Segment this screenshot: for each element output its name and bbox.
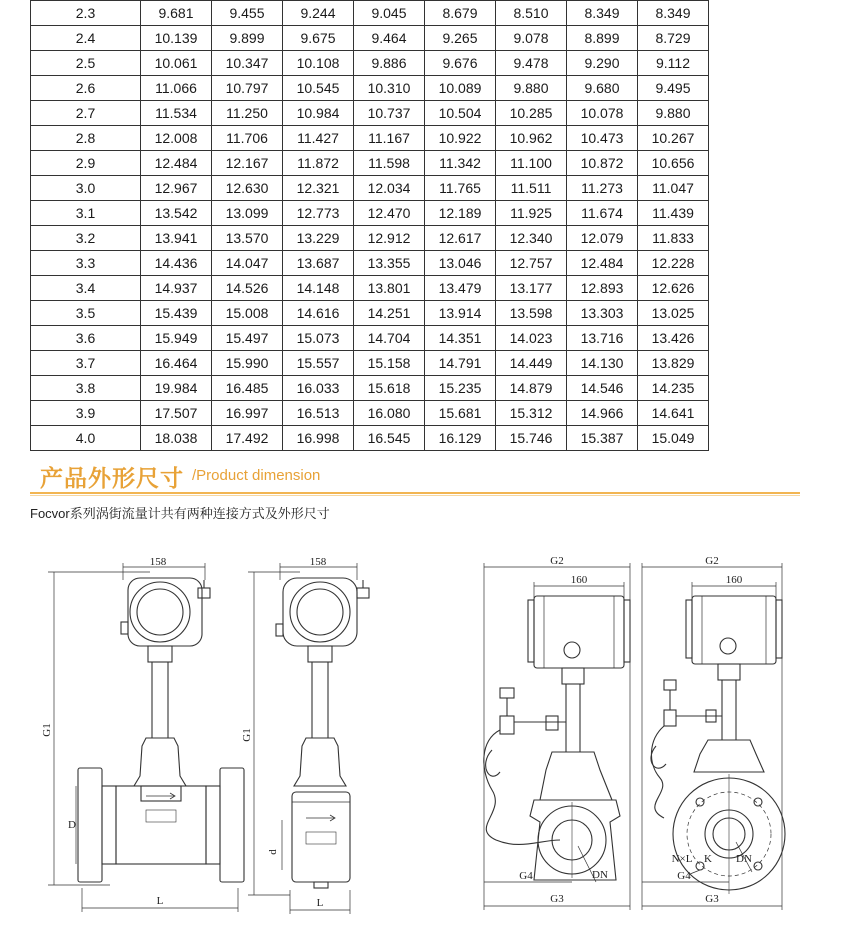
section-underline	[30, 492, 800, 494]
table-cell: 15.049	[638, 426, 709, 451]
table-cell: 14.879	[496, 376, 567, 401]
table-cell: 12.626	[638, 276, 709, 301]
row-key-cell: 4.0	[31, 426, 141, 451]
table-cell: 8.729	[638, 26, 709, 51]
table-cell: 9.675	[283, 26, 354, 51]
flange-side-g4-label: G4	[677, 870, 691, 882]
flange-meter-side-drawing	[642, 563, 785, 910]
table-cell: 16.998	[283, 426, 354, 451]
table-cell: 13.829	[638, 351, 709, 376]
table-cell: 13.716	[567, 326, 638, 351]
table-cell: 14.148	[283, 276, 354, 301]
table-cell: 11.674	[567, 201, 638, 226]
table-cell: 8.349	[567, 1, 638, 26]
table-cell: 12.189	[425, 201, 496, 226]
wafer-width-label: 158	[309, 556, 327, 568]
row-key-cell: 3.1	[31, 201, 141, 226]
intro-text: Focvor系列涡街流量计共有两种连接方式及外形尺寸	[30, 506, 330, 521]
row-key-cell: 3.0	[31, 176, 141, 201]
table-cell: 12.470	[354, 201, 425, 226]
table-cell: 9.045	[354, 1, 425, 26]
flange-diameter-label: D	[68, 819, 76, 831]
table-cell: 11.833	[638, 226, 709, 251]
table-cell: 8.349	[638, 1, 709, 26]
row-key-cell: 2.9	[31, 151, 141, 176]
table-cell: 10.545	[283, 76, 354, 101]
table-cell: 15.312	[496, 401, 567, 426]
table-cell: 11.925	[496, 201, 567, 226]
wafer-diameter-label: d	[267, 849, 279, 855]
table-cell: 10.504	[425, 101, 496, 126]
table-cell: 14.616	[283, 301, 354, 326]
row-key-cell: 2.4	[31, 26, 141, 51]
table-cell: 9.680	[567, 76, 638, 101]
table-cell: 14.449	[496, 351, 567, 376]
table-cell: 15.235	[425, 376, 496, 401]
table-cell: 14.546	[567, 376, 638, 401]
table-row	[31, 51, 709, 76]
table-cell: 14.704	[354, 326, 425, 351]
dimension-drawings	[0, 540, 850, 931]
section-title-cn: 产品外形尺寸	[40, 465, 184, 491]
wafer-meter-side-drawing	[484, 563, 630, 910]
table-cell: 8.510	[496, 1, 567, 26]
table-cell: 14.436	[141, 251, 212, 276]
table-cell: 12.340	[496, 226, 567, 251]
table-cell: 9.464	[354, 26, 425, 51]
table-row	[31, 401, 709, 426]
table-row	[31, 201, 709, 226]
table-cell: 14.966	[567, 401, 638, 426]
table-row	[31, 1, 709, 26]
table-cell: 11.047	[638, 176, 709, 201]
table-row	[31, 351, 709, 376]
flange-side-nl-label: N×L	[671, 853, 693, 865]
table-cell: 13.914	[425, 301, 496, 326]
table-cell: 9.290	[567, 51, 638, 76]
table-cell: 10.656	[638, 151, 709, 176]
table-row	[31, 276, 709, 301]
table-cell: 9.899	[212, 26, 283, 51]
row-key-cell: 3.7	[31, 351, 141, 376]
table-cell: 10.139	[141, 26, 212, 51]
table-cell: 12.893	[567, 276, 638, 301]
table-cell: 13.941	[141, 226, 212, 251]
table-cell: 16.997	[212, 401, 283, 426]
table-cell: 14.023	[496, 326, 567, 351]
wafer-meter-front-drawing	[248, 563, 369, 914]
table-cell: 14.047	[212, 251, 283, 276]
table-cell: 12.773	[283, 201, 354, 226]
row-key-cell: 3.5	[31, 301, 141, 326]
table-cell: 11.167	[354, 126, 425, 151]
table-cell: 19.984	[141, 376, 212, 401]
table-cell: 13.479	[425, 276, 496, 301]
row-key-cell: 3.9	[31, 401, 141, 426]
table-cell: 10.089	[425, 76, 496, 101]
table-cell: 16.464	[141, 351, 212, 376]
table-cell: 16.485	[212, 376, 283, 401]
table-cell: 12.079	[567, 226, 638, 251]
table-cell: 12.008	[141, 126, 212, 151]
table-cell: 16.545	[354, 426, 425, 451]
table-cell: 12.034	[354, 176, 425, 201]
table-cell: 14.791	[425, 351, 496, 376]
table-cell: 11.100	[496, 151, 567, 176]
wafer-side-g4-label: G4	[519, 870, 533, 882]
section-title-en: /Product dimension	[192, 467, 321, 484]
table-cell: 18.038	[141, 426, 212, 451]
table-row	[31, 176, 709, 201]
table-row	[31, 251, 709, 276]
table-cell: 10.473	[567, 126, 638, 151]
table-cell: 16.080	[354, 401, 425, 426]
table-cell: 14.235	[638, 376, 709, 401]
table-cell: 15.497	[212, 326, 283, 351]
table-cell: 8.899	[567, 26, 638, 51]
table-cell: 10.347	[212, 51, 283, 76]
row-key-cell: 2.5	[31, 51, 141, 76]
flange-side-head-label: 160	[725, 574, 743, 586]
table-cell: 9.495	[638, 76, 709, 101]
table-cell: 8.679	[425, 1, 496, 26]
flange-width-label: 158	[149, 556, 167, 568]
table-cell: 13.687	[283, 251, 354, 276]
table-cell: 13.303	[567, 301, 638, 326]
table-cell: 9.265	[425, 26, 496, 51]
table-cell: 15.439	[141, 301, 212, 326]
table-cell: 12.757	[496, 251, 567, 276]
table-cell: 13.598	[496, 301, 567, 326]
table-cell: 10.737	[354, 101, 425, 126]
row-key-cell: 3.6	[31, 326, 141, 351]
flange-side-g2-label: G2	[705, 555, 719, 567]
flange-meter-front-drawing	[48, 563, 244, 912]
row-key-cell: 2.6	[31, 76, 141, 101]
row-key-cell: 3.8	[31, 376, 141, 401]
table-cell: 13.229	[283, 226, 354, 251]
table-cell: 14.937	[141, 276, 212, 301]
table-cell: 15.746	[496, 426, 567, 451]
table-cell: 10.872	[567, 151, 638, 176]
table-cell: 10.922	[425, 126, 496, 151]
flange-side-k-label: K	[704, 853, 712, 865]
row-key-cell: 2.8	[31, 126, 141, 151]
table-row	[31, 301, 709, 326]
row-key-cell: 2.3	[31, 1, 141, 26]
table-cell: 16.513	[283, 401, 354, 426]
flange-side-g3-label: G3	[705, 893, 719, 905]
table-cell: 12.912	[354, 226, 425, 251]
table-cell: 11.342	[425, 151, 496, 176]
table-cell: 10.797	[212, 76, 283, 101]
coefficient-table	[30, 0, 709, 451]
table-cell: 15.949	[141, 326, 212, 351]
table-cell: 9.681	[141, 1, 212, 26]
table-cell: 11.511	[496, 176, 567, 201]
table-cell: 11.250	[212, 101, 283, 126]
table-cell: 10.962	[496, 126, 567, 151]
table-cell: 11.273	[567, 176, 638, 201]
section-underline-thin	[30, 495, 800, 496]
row-key-cell: 3.4	[31, 276, 141, 301]
table-cell: 15.990	[212, 351, 283, 376]
table-cell: 14.351	[425, 326, 496, 351]
table-cell: 10.984	[283, 101, 354, 126]
table-cell: 13.177	[496, 276, 567, 301]
wafer-side-g2-label: G2	[550, 555, 564, 567]
table-cell: 15.618	[354, 376, 425, 401]
table-cell: 13.046	[425, 251, 496, 276]
table-cell: 10.061	[141, 51, 212, 76]
table-cell: 9.078	[496, 26, 567, 51]
table-row	[31, 76, 709, 101]
table-cell: 11.534	[141, 101, 212, 126]
table-cell: 12.484	[141, 151, 212, 176]
table-cell: 12.321	[283, 176, 354, 201]
table-row	[31, 426, 709, 451]
table-cell: 9.112	[638, 51, 709, 76]
table-cell: 12.617	[425, 226, 496, 251]
table-cell: 15.681	[425, 401, 496, 426]
wafer-side-g3-label: G3	[550, 893, 564, 905]
table-row	[31, 376, 709, 401]
table-cell: 12.484	[567, 251, 638, 276]
row-key-cell: 3.2	[31, 226, 141, 251]
table-cell: 15.387	[567, 426, 638, 451]
table-row	[31, 126, 709, 151]
table-cell: 14.641	[638, 401, 709, 426]
table-cell: 11.765	[425, 176, 496, 201]
table-cell: 17.507	[141, 401, 212, 426]
wafer-side-head-label: 160	[570, 574, 588, 586]
table-cell: 14.526	[212, 276, 283, 301]
table-cell: 12.167	[212, 151, 283, 176]
table-cell: 9.478	[496, 51, 567, 76]
flange-side-dn-label: DN	[736, 853, 752, 865]
table-cell: 16.033	[283, 376, 354, 401]
row-key-cell: 3.3	[31, 251, 141, 276]
table-cell: 17.492	[212, 426, 283, 451]
wafer-length-label: L	[316, 897, 324, 909]
table-cell: 13.355	[354, 251, 425, 276]
table-cell: 13.801	[354, 276, 425, 301]
table-cell: 16.129	[425, 426, 496, 451]
flange-length-label: L	[156, 895, 164, 907]
row-key-cell: 2.7	[31, 101, 141, 126]
flange-height-label: G1	[41, 723, 53, 737]
table-cell: 14.130	[567, 351, 638, 376]
table-row	[31, 326, 709, 351]
table-cell: 11.439	[638, 201, 709, 226]
table-cell: 15.557	[283, 351, 354, 376]
wafer-side-dn-label: DN	[592, 869, 608, 881]
table-cell: 12.630	[212, 176, 283, 201]
table-cell: 11.872	[283, 151, 354, 176]
wafer-height-label: G1	[241, 728, 253, 742]
table-cell: 15.158	[354, 351, 425, 376]
table-cell: 13.025	[638, 301, 709, 326]
table-cell: 10.267	[638, 126, 709, 151]
table-cell: 11.706	[212, 126, 283, 151]
table-cell: 10.108	[283, 51, 354, 76]
table-row	[31, 101, 709, 126]
table-cell: 14.251	[354, 301, 425, 326]
table-cell: 10.078	[567, 101, 638, 126]
table-cell: 9.244	[283, 1, 354, 26]
table-cell: 11.066	[141, 76, 212, 101]
table-cell: 13.570	[212, 226, 283, 251]
table-cell: 10.310	[354, 76, 425, 101]
table-cell: 11.598	[354, 151, 425, 176]
table-cell: 12.967	[141, 176, 212, 201]
table-row	[31, 151, 709, 176]
table-cell: 15.073	[283, 326, 354, 351]
table-cell: 15.008	[212, 301, 283, 326]
table-cell: 9.880	[496, 76, 567, 101]
table-cell: 9.880	[638, 101, 709, 126]
table-cell: 10.285	[496, 101, 567, 126]
table-cell: 9.455	[212, 1, 283, 26]
section-header	[30, 452, 800, 494]
table-cell: 13.099	[212, 201, 283, 226]
table-cell: 9.676	[425, 51, 496, 76]
table-cell: 9.886	[354, 51, 425, 76]
table-row	[31, 26, 709, 51]
table-cell: 13.542	[141, 201, 212, 226]
table-cell: 13.426	[638, 326, 709, 351]
table-cell: 12.228	[638, 251, 709, 276]
table-row	[31, 226, 709, 251]
table-cell: 11.427	[283, 126, 354, 151]
